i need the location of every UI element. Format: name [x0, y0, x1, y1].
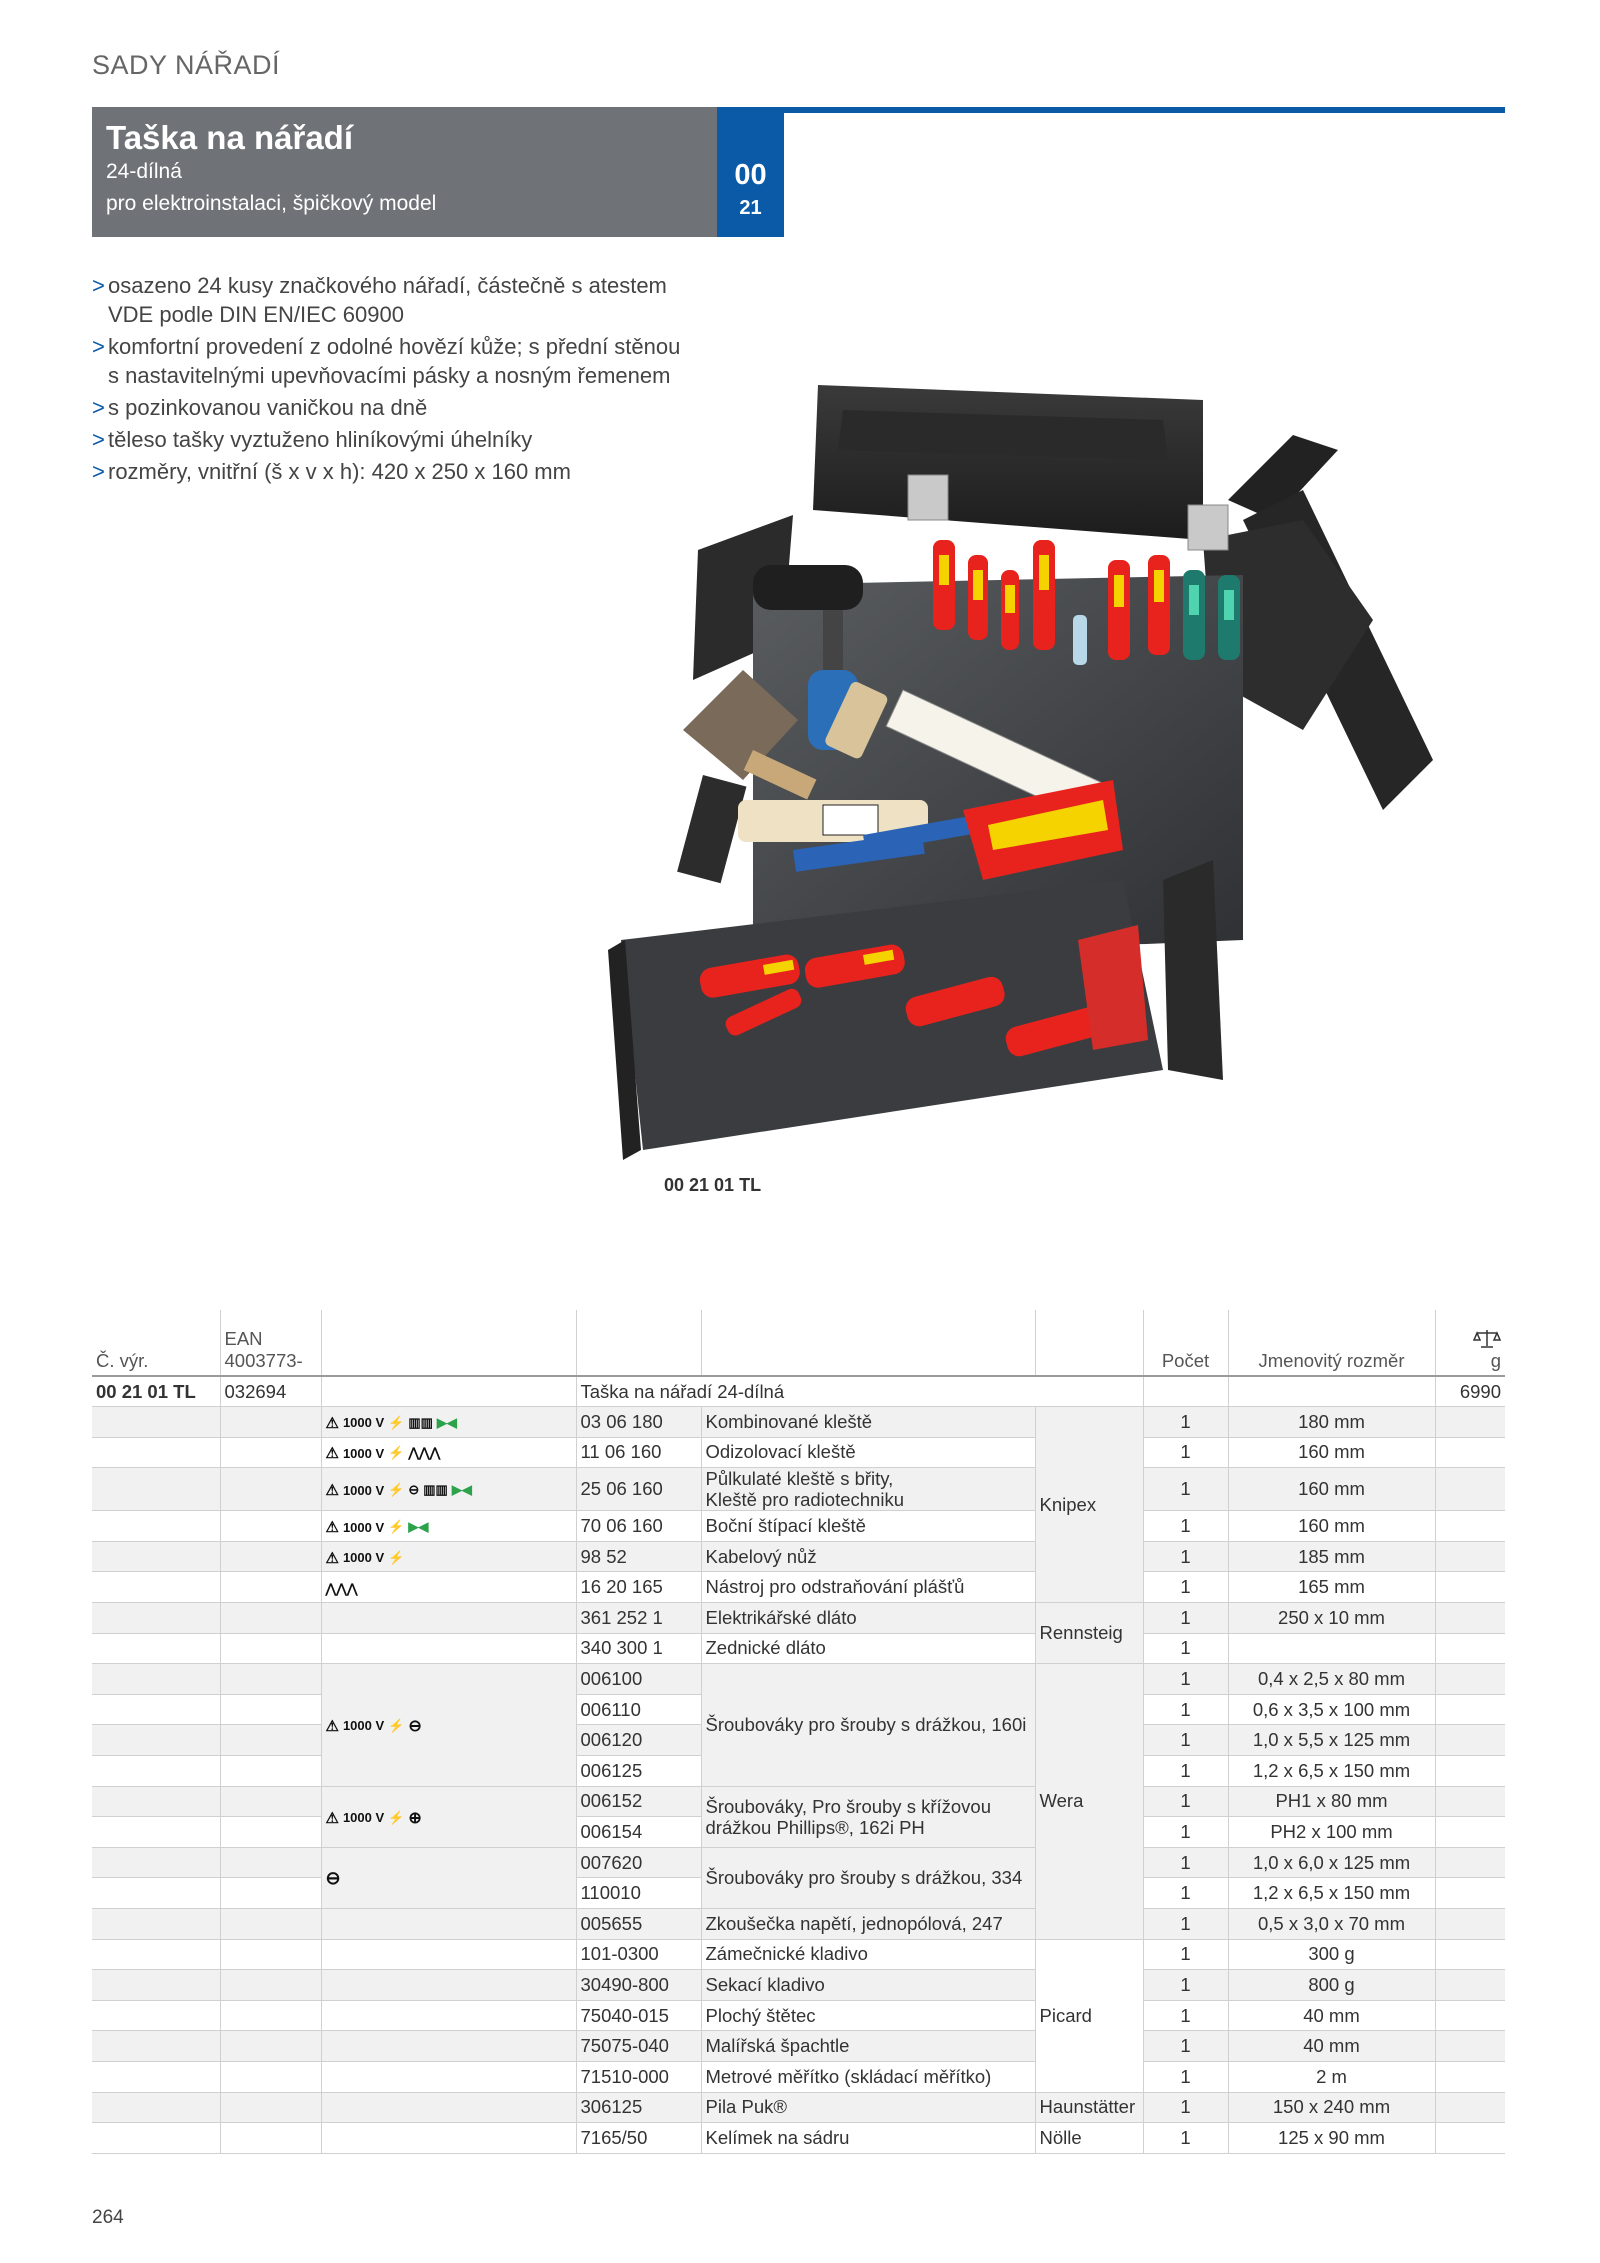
- feature-item: > komfortní provedení z odolné hovězí kůže; s přední stěnou s nastavitelnými upevňovacími pásky a nosným řemenem: [92, 334, 681, 388]
- table-row: 006125 1 1,2 x 6,5 x 150 mm: [92, 1756, 1505, 1787]
- table-row: 7165/50 Kelímek na sádru Nölle 1 125 x 90 mm: [92, 2123, 1505, 2154]
- section-title: SADY NÁŘADÍ: [92, 50, 281, 80]
- brand-haunstatter: Haunstätter: [1035, 2092, 1143, 2123]
- main-description: Taška na nářadí 24-dílná: [576, 1376, 1143, 1407]
- header-desc: [701, 1310, 1035, 1376]
- cutting-edge-icon: ▶◀: [451, 1482, 472, 1498]
- page-number: 264: [92, 2207, 124, 2228]
- ean-code: 032694: [220, 1376, 321, 1407]
- table-row: 71510-000 Metrové měřítko (skládací měřítko) 1 2 m: [92, 2061, 1505, 2092]
- table-row: ⚠ 1000 V ⚡ ⊕ 006152 Šroubováky, Pro šrouby s křížovou drážkou Phillips®, 162i PH 1 PH1 x 80 mm: [92, 1786, 1505, 1817]
- vde-icon: ⚠: [325, 1519, 339, 1537]
- product-subtitle-count: 24-dílná: [106, 160, 182, 183]
- vde-icon: ⚠: [325, 1445, 339, 1463]
- tool-bag-photo: [603, 380, 1463, 1170]
- insulation-icon: ⚡: [388, 1414, 405, 1430]
- brand-nolle: Nölle: [1035, 2123, 1143, 2154]
- table-row: 110010 1 1,2 x 6,5 x 150 mm: [92, 1878, 1505, 1909]
- insulation-icon: ⚡: [388, 1809, 405, 1825]
- table-row: ⚠ 1000 V ⚡ ▶◀ 70 06 160 Boční štípací kleště 1 160 mm: [92, 1511, 1505, 1542]
- bullet-marker: >: [92, 273, 105, 298]
- bullet-marker: >: [92, 334, 105, 359]
- table-row: 361 252 1 Elektrikářské dláto Rennsteig 1 250 x 10 mm: [92, 1603, 1505, 1634]
- table-row: ⚠ 1000 V ⚡ ⋀⋀⋀ 11 06 160 Odizolovací kleště 1 160 mm: [92, 1437, 1505, 1468]
- product-header: [92, 107, 717, 237]
- feature-item: > rozměry, vnitřní (š x v x h): 420 x 250 x 160 mm: [92, 459, 571, 484]
- insulation-icon: ⚡: [388, 1445, 405, 1461]
- slotted-screw-icon: ⊖: [325, 1867, 341, 1888]
- brand-picard: Picard: [1035, 1939, 1143, 2092]
- cutting-edge-icon: ▶◀: [436, 1414, 457, 1430]
- table-row: ⋀⋀⋀ 16 20 165 Nástroj pro odstraňování plášťů 1 165 mm: [92, 1572, 1505, 1603]
- symbols-cell: ⚠ 1000 V ⚡ ▶◀: [321, 1511, 576, 1542]
- table-row: ⚠ 1000 V ⚡ ⊖ 006100 Šroubováky pro šrouby s drážkou, 160i Wera 1 0,4 x 2,5 x 80 mm: [92, 1664, 1505, 1695]
- vde-icon: ⚠: [325, 1809, 339, 1827]
- table-row: ⊖ 007620 Šroubováky pro šrouby s drážkou, 334 1 1,0 x 6,0 x 125 mm: [92, 1847, 1505, 1878]
- header-code: [576, 1310, 701, 1376]
- header-weight: g: [1435, 1310, 1505, 1376]
- header-brand: [1035, 1310, 1143, 1376]
- symbols-cell: ⚠ 1000 V ⚡: [321, 1541, 576, 1572]
- table-row: 75040-015 Plochý štětec 1 40 mm: [92, 2000, 1505, 2031]
- category-code-top: 00: [734, 159, 767, 191]
- feature-list: [92, 271, 692, 489]
- insulation-icon: ⚡: [388, 1717, 405, 1733]
- bullet-marker: >: [92, 427, 105, 452]
- table-row: ⚠ 1000 V ⚡ ▥▥ ▶◀ 03 06 180 Kombinované kleště Knipex 1 180 mm: [92, 1407, 1505, 1438]
- slotted-screw-icon: ⊖: [408, 1717, 422, 1735]
- category-code-box: [717, 107, 784, 237]
- table-row: 005655 Zkoušečka napětí, jednopólová, 247 1 0,5 x 3,0 x 70 mm: [92, 1909, 1505, 1940]
- cutting-edge-icon: ▶◀: [408, 1519, 429, 1535]
- header-count: Počet: [1143, 1310, 1228, 1376]
- vde-icon: ⚠: [325, 1549, 339, 1567]
- table-row: [92, 1376, 1505, 1407]
- table-row: 006110 1 0,6 x 3,5 x 100 mm: [92, 1694, 1505, 1725]
- article-number: 00 21 01 TL: [92, 1376, 220, 1407]
- bullet-marker: >: [92, 395, 105, 420]
- grip-icon: ▥▥: [423, 1482, 448, 1498]
- brand-wera: Wera: [1035, 1664, 1143, 1939]
- table-row: 101-0300 Zámečnické kladivo Picard 1 300 g: [92, 1939, 1505, 1970]
- feature-item: > osazeno 24 kusy značkového nářadí, částečně s atestem VDE podle DIN EN/IEC 60900: [92, 273, 667, 327]
- scale-icon: [1473, 1328, 1501, 1350]
- table-header-row: [92, 1310, 1505, 1376]
- symbols-cell: [321, 1572, 576, 1603]
- insulation-icon: ⚡: [388, 1549, 405, 1565]
- header-size: Jmenovitý rozměr: [1228, 1310, 1435, 1376]
- table-row: 006154 1 PH2 x 100 mm: [92, 1817, 1505, 1848]
- insulation-icon: ⚡: [388, 1519, 405, 1535]
- parts-table: [92, 1310, 1505, 2154]
- table-row: ⚠ 1000 V ⚡ ⊖ ▥▥ ▶◀ 25 06 160 Půlkulaté kleště s břity, Kleště pro radiotechniku 1 160 mm: [92, 1468, 1505, 1511]
- header-symbols: [321, 1310, 576, 1376]
- symbols-cell: ⚠ 1000 V ⚡ ⊕: [321, 1786, 576, 1847]
- photo-caption: 00 21 01 TL: [664, 1175, 762, 1195]
- stripping-icon: ⋀⋀⋀: [325, 1581, 358, 1597]
- table-row: 340 300 1 Zednické dláto 1: [92, 1633, 1505, 1664]
- vde-icon: ⚠: [325, 1717, 339, 1735]
- symbols-cell: [321, 1847, 576, 1908]
- symbols-cell: ⚠ 1000 V ⚡ ⊖ ▥▥ ▶◀: [321, 1468, 576, 1511]
- slotted-icon: ⊖: [408, 1482, 420, 1498]
- header-ean: EAN 4003773-: [220, 1310, 321, 1376]
- grip-icon: ▥▥: [408, 1414, 433, 1430]
- product-subtitle-use: pro elektroinstalaci, špičkový model: [106, 192, 437, 215]
- symbols-cell: ⚠ 1000 V ⚡ ⊖: [321, 1664, 576, 1786]
- table-row: 75075-040 Malířská špachtle 1 40 mm: [92, 2031, 1505, 2062]
- brand-rennsteig: Rennsteig: [1035, 1603, 1143, 1664]
- stripping-icon: ⋀⋀⋀: [408, 1445, 441, 1461]
- symbols-cell: ⚠ 1000 V ⚡ ▥▥ ▶◀: [321, 1407, 576, 1438]
- table-row: ⚠ 1000 V ⚡ 98 52 Kabelový nůž 1 185 mm: [92, 1541, 1505, 1572]
- header-article: Č. výr.: [92, 1310, 220, 1376]
- weight-value: 6990: [1435, 1376, 1505, 1407]
- insulation-icon: ⚡: [388, 1482, 405, 1498]
- vde-icon: ⚠: [325, 1414, 339, 1432]
- vde-icon: ⚠: [325, 1482, 339, 1500]
- table-row: 30490-800 Sekací kladivo 1 800 g: [92, 1970, 1505, 2001]
- feature-item: > s pozinkovanou vaničkou na dně: [92, 395, 428, 420]
- table-row: 006120 1 1,0 x 5,5 x 125 mm: [92, 1725, 1505, 1756]
- table-row: 306125 Pila Puk® Haunstätter 1 150 x 240 mm: [92, 2092, 1505, 2123]
- phillips-screw-icon: ⊕: [408, 1809, 422, 1827]
- feature-item: > těleso tašky vyztuženo hliníkovými úhelníky: [92, 427, 533, 452]
- symbols-cell: ⚠ 1000 V ⚡ ⋀⋀⋀: [321, 1437, 576, 1468]
- bullet-marker: >: [92, 459, 105, 484]
- category-code-bottom: 21: [739, 197, 762, 219]
- product-title: Taška na nářadí: [106, 119, 354, 156]
- brand-knipex: Knipex: [1035, 1407, 1143, 1603]
